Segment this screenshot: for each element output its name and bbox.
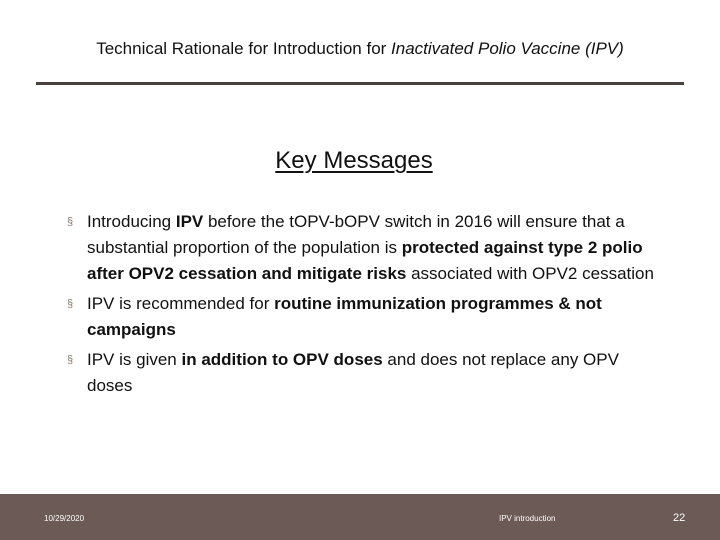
section-heading: Key Messages <box>275 147 433 174</box>
bullet-text: associated with OPV2 cessation <box>406 264 654 283</box>
bullet-text: IPV is given <box>87 350 182 369</box>
title-divider <box>36 82 684 85</box>
bullet-item <box>64 347 654 399</box>
bullet-text: Introducing <box>87 212 176 231</box>
bullet-marker-icon: § <box>67 298 74 310</box>
bullet-item <box>64 209 654 287</box>
bullet-text-bold: routine immunization programmes & not campaigns <box>87 294 602 339</box>
bullet-text-bold: IPV <box>175 212 204 231</box>
footer-title: IPV introduction <box>499 514 556 523</box>
slide-footer <box>0 494 720 540</box>
slide-title-text: Technical Rationale for Introduction for <box>96 39 392 58</box>
bullet-item <box>64 291 654 343</box>
slide-title-italic: Inactivated Polio Vaccine (IPV) <box>391 39 624 58</box>
bullet-text: IPV is recommended for <box>87 294 275 313</box>
bullet-text-bold: protected against type 2 polio after OPV2 cessation and mitigate risks <box>87 238 643 283</box>
footer-date: 10/29/2020 <box>44 514 85 523</box>
bullet-text: and does not replace any OPV doses <box>87 350 619 395</box>
bullet-list <box>64 209 654 403</box>
bullet-text-bold: in addition to OPV doses <box>181 350 383 369</box>
bullet-marker-icon: § <box>67 216 74 228</box>
bullet-marker-icon: § <box>67 354 74 366</box>
page-number: 22 <box>673 512 686 524</box>
bullet-text: before the tOPV-bOPV switch in 2016 will ensure that a substantial proportion of the population is <box>87 212 625 257</box>
slide-title <box>0 38 720 60</box>
